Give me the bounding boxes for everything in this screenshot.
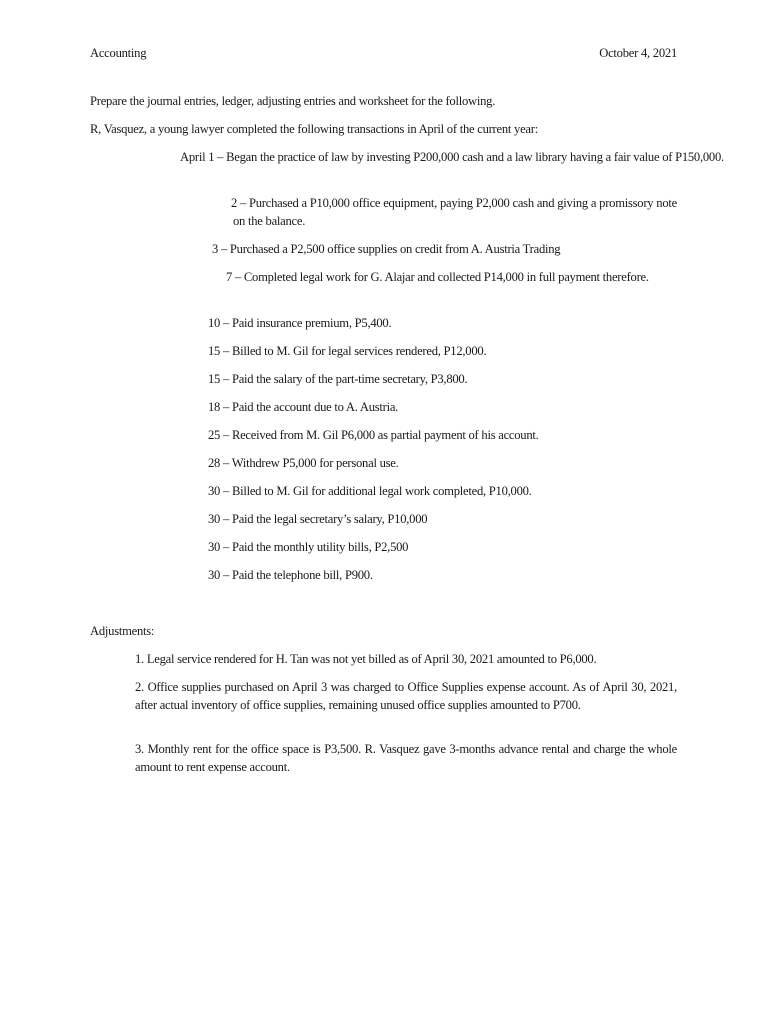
document-date: October 4, 2021	[599, 46, 677, 60]
transaction-item: 10 – Paid insurance premium, P5,400.	[208, 316, 392, 330]
transaction-item: 2 – Purchased a P10,000 office equipment, paying P2,000 cash and giving a promissory note on the balance.	[231, 196, 677, 228]
transaction-item: 28 – Withdrew P5,000 for personal use.	[208, 456, 399, 470]
transaction-item: 3 – Purchased a P2,500 office supplies on credit from A. Austria Trading	[212, 242, 561, 256]
transaction-item: 30 – Paid the telephone bill, P900.	[208, 568, 373, 582]
transaction-item: 18 – Paid the account due to A. Austria.	[208, 400, 399, 414]
transaction-item: April 1 – Began the practice of law by investing P200,000 cash and a law library having a fair value of P150,000.	[180, 150, 724, 164]
transaction-item: 30 – Paid the monthly utility bills, P2,500	[208, 540, 409, 554]
transaction-item: 7 – Completed legal work for G. Alajar and collected P14,000 in full payment therefore.	[226, 270, 649, 284]
context-text: R, Vasquez, a young lawyer completed the following transactions in April of the current year:	[90, 122, 538, 136]
adjustment-item: 3. Monthly rent for the office space is P3,500. R. Vasquez gave 3-months advance rental and charge the whole amount to rent expense account.	[135, 742, 677, 774]
adjustment-item: 1. Legal service rendered for H. Tan was not yet billed as of April 30, 2021 amounted to P6,000.	[135, 652, 597, 666]
transaction-item: 30 – Billed to M. Gil for additional legal work completed, P10,000.	[208, 484, 532, 498]
instruction-text: Prepare the journal entries, ledger, adjusting entries and worksheet for the following.	[90, 94, 496, 108]
transaction-item: 15 – Paid the salary of the part-time secretary, P3,800.	[208, 372, 468, 386]
transaction-item: 25 – Received from M. Gil P6,000 as partial payment of his account.	[208, 428, 539, 442]
transaction-item: 30 – Paid the legal secretary’s salary, P10,000	[208, 512, 428, 526]
adjustment-item: 2. Office supplies purchased on April 3 was charged to Office Supplies expense account. As of April 30, 2021, after actual inventory of office supplies, remaining unused office supplies amounted to P700.	[135, 680, 677, 712]
document-subject: Accounting	[90, 46, 147, 60]
adjustments-heading: Adjustments:	[90, 624, 155, 638]
transaction-item: 15 – Billed to M. Gil for legal services rendered, P12,000.	[208, 344, 487, 358]
